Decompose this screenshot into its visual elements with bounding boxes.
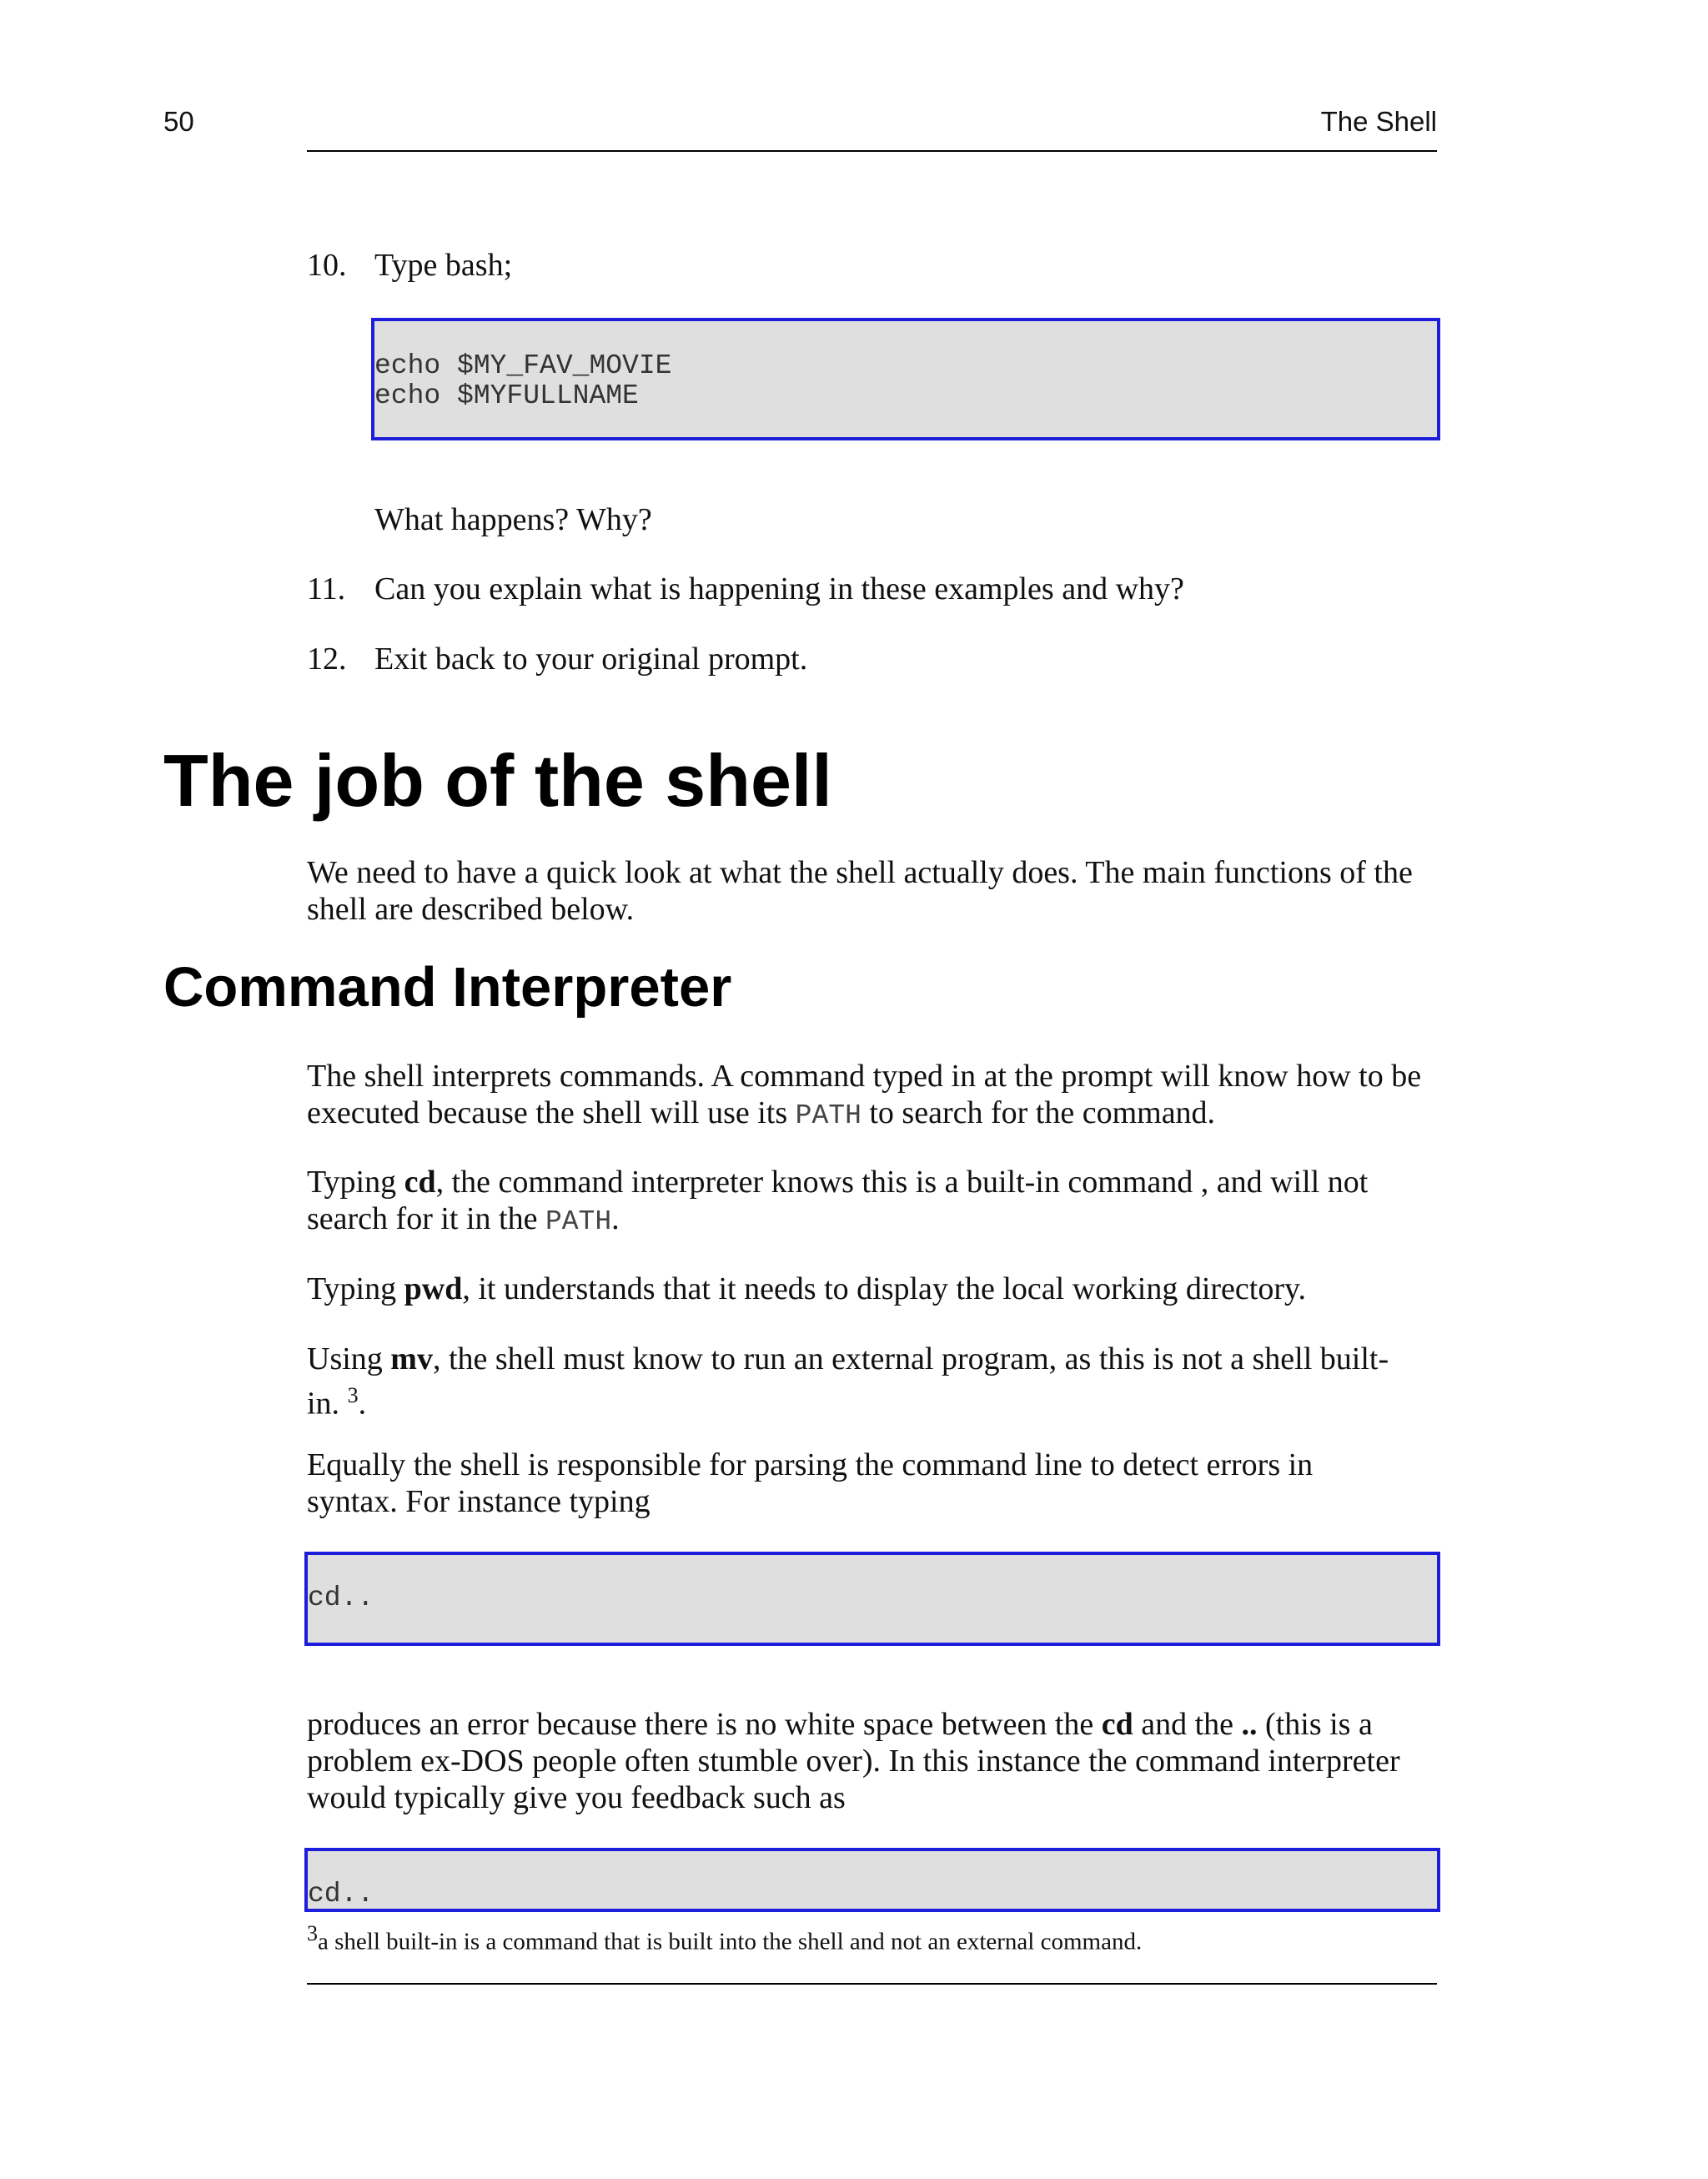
paragraph-text: Using bbox=[307, 1341, 391, 1376]
code-line: cd.. bbox=[308, 1879, 374, 1910]
subsection-heading: Command Interpreter bbox=[163, 956, 732, 1019]
paragraph: Equally the shell is responsible for parsing the command line to detect errors in syntax. For instance typing bbox=[307, 1447, 1314, 1519]
list-item-text: Exit back to your original prompt. bbox=[374, 642, 808, 677]
code-block bbox=[304, 1848, 1440, 1912]
list-item-text: Type bash; bbox=[374, 248, 513, 283]
inline-code: PATH bbox=[545, 1206, 612, 1237]
bold-command: cd bbox=[404, 1165, 436, 1200]
bold-command: pwd bbox=[404, 1271, 463, 1306]
footer-rule bbox=[307, 1983, 1437, 1985]
section-heading: The job of the shell bbox=[163, 739, 832, 822]
footnote-mark: 3 bbox=[307, 1921, 318, 1945]
paragraph-text: Typing bbox=[307, 1271, 404, 1306]
code-block bbox=[304, 1552, 1440, 1646]
code-block bbox=[371, 318, 1440, 440]
paragraph bbox=[307, 1058, 1445, 1135]
bold-command: mv bbox=[390, 1341, 433, 1376]
footnote bbox=[307, 1921, 1441, 1956]
bold-command: cd bbox=[1101, 1707, 1133, 1742]
footnote-text: a shell built-in is a command that is built into the shell and not an external command. bbox=[318, 1928, 1143, 1955]
footnote-reference[interactable]: 3 bbox=[347, 1383, 359, 1407]
paragraph-text: , the command interpreter knows this is a built-in command , and will not search for it in the bbox=[307, 1165, 1369, 1236]
paragraph-text: Typing bbox=[307, 1165, 404, 1200]
intro-paragraph: We need to have a quick look at what the shell actually does. The main functions of the shell are described below. bbox=[307, 855, 1413, 927]
running-header-title: The Shell bbox=[1320, 106, 1437, 137]
paragraph bbox=[307, 1164, 1441, 1240]
page-number: 50 bbox=[163, 106, 194, 137]
paragraph-text: (this is a problem ex-DOS people often stumble over). In this instance the command interpreter would typically give you feedback such as bbox=[307, 1707, 1400, 1815]
paragraph-text: and the bbox=[1133, 1707, 1242, 1742]
question-text: What happens? Why? bbox=[374, 502, 652, 537]
paragraph-text: , the shell must know to run an external program, as this is not a shell built-in. bbox=[307, 1341, 1389, 1422]
inline-code: PATH bbox=[795, 1100, 862, 1131]
code-line: cd.. bbox=[308, 1583, 374, 1613]
paragraph-text: to search for the command. bbox=[861, 1095, 1216, 1130]
list-item-number: 10. bbox=[307, 248, 347, 283]
code-line: echo $MY_FAV_MOVIE bbox=[374, 350, 672, 381]
paragraph-text: , it understands that it needs to display the local working directory. bbox=[462, 1271, 1307, 1306]
paragraph-text: . bbox=[358, 1386, 367, 1422]
list-item-text: Can you explain what is happening in these examples and why? bbox=[374, 571, 1184, 606]
paragraph bbox=[307, 1271, 1441, 1307]
paragraph-text: . bbox=[611, 1201, 620, 1236]
paragraph bbox=[307, 1706, 1443, 1816]
paragraph bbox=[307, 1341, 1391, 1422]
code-line: echo $MYFULLNAME bbox=[374, 380, 639, 411]
list-item-number: 11. bbox=[307, 571, 346, 606]
header-rule bbox=[307, 150, 1437, 152]
paragraph-text: produces an error because there is no white space between the bbox=[307, 1707, 1102, 1742]
paragraph-text: The shell interprets commands. A command typed in at the prompt will know how to be executed because the shell will use its bbox=[307, 1059, 1422, 1130]
bold-command: .. bbox=[1241, 1707, 1258, 1742]
list-item-number: 12. bbox=[307, 642, 347, 677]
